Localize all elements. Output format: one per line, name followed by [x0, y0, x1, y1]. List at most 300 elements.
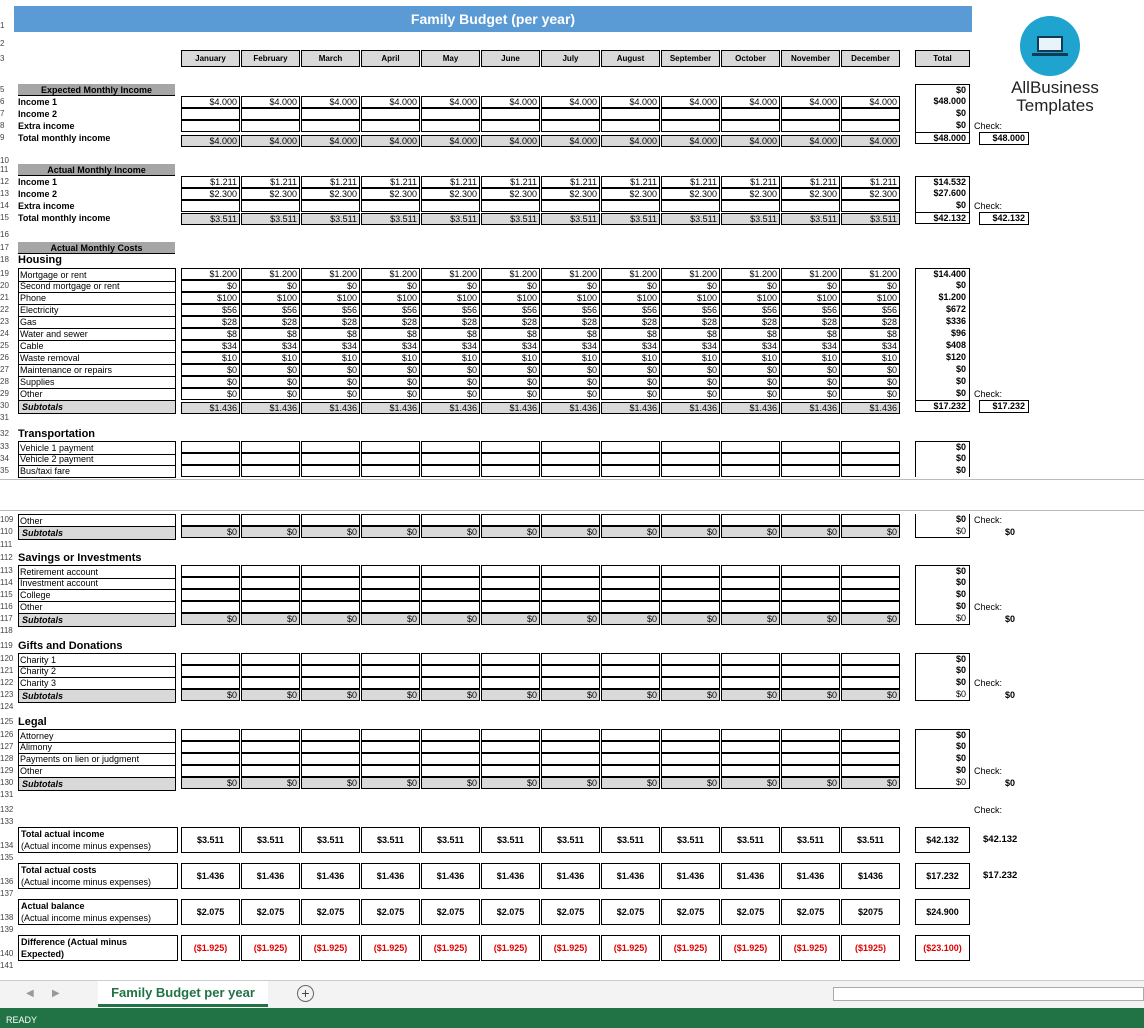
total-cell[interactable]: $0	[915, 741, 970, 753]
cell[interactable]: $1.211	[181, 176, 240, 188]
check-value[interactable]: $48.000	[979, 132, 1029, 145]
cell[interactable]: $10	[301, 352, 360, 364]
cell[interactable]	[241, 514, 300, 526]
cell[interactable]: $0	[841, 526, 900, 538]
cell[interactable]: $0	[721, 280, 780, 292]
cell[interactable]: $1.436	[661, 402, 720, 414]
cell[interactable]: $0	[541, 280, 600, 292]
cell[interactable]	[421, 514, 480, 526]
cell[interactable]	[721, 120, 780, 132]
cell[interactable]: $0	[421, 777, 480, 789]
cell[interactable]	[301, 589, 360, 601]
summary-cell[interactable]: $3.511	[781, 827, 840, 853]
cell[interactable]: $1.200	[481, 268, 540, 280]
cell[interactable]: $3.511	[421, 213, 480, 225]
summary-cell[interactable]: $2.075	[601, 899, 660, 925]
cell[interactable]: $0	[181, 613, 240, 625]
cell[interactable]: $4.000	[361, 96, 420, 108]
cell[interactable]: $3.511	[481, 213, 540, 225]
cell[interactable]: $34	[781, 340, 840, 352]
cell[interactable]	[181, 665, 240, 677]
cell[interactable]: $0	[841, 388, 900, 400]
cell[interactable]	[241, 677, 300, 689]
cell[interactable]: $34	[361, 340, 420, 352]
cell[interactable]	[181, 108, 240, 120]
cell[interactable]: $0	[241, 364, 300, 376]
cell[interactable]	[481, 465, 540, 477]
cell[interactable]	[781, 565, 840, 577]
total-cell[interactable]: $0	[915, 120, 970, 132]
cell[interactable]	[781, 741, 840, 753]
cell[interactable]	[661, 565, 720, 577]
cell[interactable]	[181, 741, 240, 753]
cell[interactable]	[301, 200, 360, 212]
cell[interactable]	[601, 200, 660, 212]
cell[interactable]: $0	[661, 388, 720, 400]
cell[interactable]	[481, 577, 540, 589]
cell[interactable]: $8	[301, 328, 360, 340]
cell[interactable]	[601, 441, 660, 453]
cell[interactable]	[361, 753, 420, 765]
cell[interactable]	[721, 589, 780, 601]
total-cell[interactable]: $0	[915, 465, 970, 477]
cell[interactable]	[661, 741, 720, 753]
cell[interactable]: $8	[841, 328, 900, 340]
cell[interactable]	[541, 200, 600, 212]
cell[interactable]	[601, 729, 660, 741]
summary-cell[interactable]: ($1.925)	[601, 935, 660, 961]
cell[interactable]	[361, 741, 420, 753]
tab-prev-icon[interactable]: ◀	[26, 988, 34, 999]
cell[interactable]: $0	[601, 689, 660, 701]
cell[interactable]	[541, 741, 600, 753]
cell[interactable]: $8	[661, 328, 720, 340]
cell[interactable]	[841, 753, 900, 765]
total-cell[interactable]: $0	[915, 364, 970, 376]
cell[interactable]	[721, 741, 780, 753]
cell[interactable]: $0	[721, 777, 780, 789]
cell[interactable]	[301, 465, 360, 477]
cell[interactable]	[181, 465, 240, 477]
cell[interactable]	[301, 453, 360, 465]
summary-cell[interactable]: $1.436	[481, 863, 540, 889]
cell[interactable]: $34	[181, 340, 240, 352]
cell[interactable]	[841, 653, 900, 665]
cell[interactable]: $1.200	[181, 268, 240, 280]
cell[interactable]: $0	[601, 526, 660, 538]
cell[interactable]: $0	[301, 613, 360, 625]
summary-cell[interactable]: ($1.925)	[241, 935, 300, 961]
cell[interactable]: $0	[721, 613, 780, 625]
cell[interactable]: $1.211	[541, 176, 600, 188]
cell[interactable]	[361, 465, 420, 477]
total-cell[interactable]: $0	[915, 653, 970, 665]
cell[interactable]: $0	[241, 388, 300, 400]
cell[interactable]	[181, 729, 240, 741]
cell[interactable]: $0	[181, 689, 240, 701]
cell[interactable]	[301, 120, 360, 132]
cell[interactable]	[481, 441, 540, 453]
cell[interactable]	[181, 753, 240, 765]
cell[interactable]	[841, 589, 900, 601]
cell[interactable]: $28	[301, 316, 360, 328]
cell[interactable]: $0	[661, 280, 720, 292]
cell[interactable]: $0	[781, 364, 840, 376]
summary-cell[interactable]: $1.436	[721, 863, 780, 889]
cell[interactable]: $4.000	[781, 135, 840, 147]
cell[interactable]: $56	[661, 304, 720, 316]
cell[interactable]: $3.511	[661, 213, 720, 225]
cell[interactable]: $34	[841, 340, 900, 352]
cell[interactable]	[301, 441, 360, 453]
summary-cell[interactable]: ($1.925)	[181, 935, 240, 961]
cell[interactable]: $1.436	[541, 402, 600, 414]
cell[interactable]	[601, 120, 660, 132]
cell[interactable]	[601, 465, 660, 477]
cell[interactable]: $56	[601, 304, 660, 316]
cell[interactable]: $100	[541, 292, 600, 304]
total-cell[interactable]: $120	[915, 352, 970, 364]
cell[interactable]: $0	[721, 689, 780, 701]
total-cell[interactable]: $0	[915, 108, 970, 120]
cell[interactable]: $1.200	[781, 268, 840, 280]
cell[interactable]	[721, 653, 780, 665]
cell[interactable]: $56	[181, 304, 240, 316]
summary-cell[interactable]: $2.075	[481, 899, 540, 925]
cell[interactable]: $56	[361, 304, 420, 316]
cell[interactable]: $28	[541, 316, 600, 328]
total-cell[interactable]: $0	[915, 589, 970, 601]
cell[interactable]	[421, 753, 480, 765]
cell[interactable]	[421, 577, 480, 589]
summary-cell[interactable]: $2075	[841, 899, 900, 925]
cell[interactable]: $0	[301, 364, 360, 376]
cell[interactable]: $0	[721, 376, 780, 388]
cell[interactable]: $4.000	[661, 135, 720, 147]
cell[interactable]	[601, 601, 660, 613]
cell[interactable]	[241, 465, 300, 477]
total-cell[interactable]: $0	[915, 613, 970, 625]
cell[interactable]	[421, 565, 480, 577]
cell[interactable]	[661, 765, 720, 777]
cell[interactable]: $0	[601, 613, 660, 625]
horizontal-scrollbar[interactable]	[833, 987, 1144, 1001]
cell[interactable]: $0	[481, 388, 540, 400]
cell[interactable]: $1.200	[721, 268, 780, 280]
cell[interactable]	[241, 441, 300, 453]
cell[interactable]: $34	[241, 340, 300, 352]
cell[interactable]	[601, 589, 660, 601]
cell[interactable]: $10	[421, 352, 480, 364]
cell[interactable]	[661, 665, 720, 677]
cell[interactable]: $10	[481, 352, 540, 364]
cell[interactable]	[841, 514, 900, 526]
cell[interactable]	[421, 665, 480, 677]
cell[interactable]	[601, 753, 660, 765]
cell[interactable]	[781, 108, 840, 120]
summary-cell[interactable]: $3.511	[181, 827, 240, 853]
cell[interactable]: $10	[361, 352, 420, 364]
cell[interactable]	[841, 577, 900, 589]
total-cell[interactable]: $0	[915, 376, 970, 388]
cell[interactable]	[721, 577, 780, 589]
cell[interactable]	[781, 753, 840, 765]
cell[interactable]	[361, 453, 420, 465]
cell[interactable]: $10	[181, 352, 240, 364]
cell[interactable]: $1.200	[841, 268, 900, 280]
cell[interactable]: $56	[241, 304, 300, 316]
cell[interactable]	[661, 577, 720, 589]
cell[interactable]	[181, 601, 240, 613]
cell[interactable]: $3.511	[541, 213, 600, 225]
summary-total[interactable]: $24.900	[915, 899, 970, 925]
summary-cell[interactable]: $3.511	[601, 827, 660, 853]
cell[interactable]: $4.000	[721, 96, 780, 108]
cell[interactable]: $0	[661, 613, 720, 625]
cell[interactable]: $28	[361, 316, 420, 328]
cell[interactable]: $1.436	[301, 402, 360, 414]
cell[interactable]	[781, 665, 840, 677]
cell[interactable]	[241, 200, 300, 212]
cell[interactable]: $0	[421, 388, 480, 400]
cell[interactable]: $0	[721, 526, 780, 538]
cell[interactable]: $1.200	[301, 268, 360, 280]
cell[interactable]	[541, 441, 600, 453]
cell[interactable]	[721, 108, 780, 120]
cell[interactable]	[301, 741, 360, 753]
cell[interactable]	[241, 729, 300, 741]
cell[interactable]: $0	[661, 364, 720, 376]
cell[interactable]	[781, 577, 840, 589]
cell[interactable]	[301, 765, 360, 777]
summary-cell[interactable]: $2.075	[541, 899, 600, 925]
cell[interactable]	[181, 441, 240, 453]
cell[interactable]	[301, 514, 360, 526]
cell[interactable]: $28	[661, 316, 720, 328]
cell[interactable]: $0	[541, 613, 600, 625]
cell[interactable]: $0	[241, 280, 300, 292]
summary-cell[interactable]: $3.511	[481, 827, 540, 853]
cell[interactable]	[841, 453, 900, 465]
cell[interactable]: $34	[481, 340, 540, 352]
cell[interactable]: $100	[481, 292, 540, 304]
cell[interactable]	[661, 601, 720, 613]
cell[interactable]	[601, 741, 660, 753]
summary-cell[interactable]: $1.436	[541, 863, 600, 889]
cell[interactable]: $0	[181, 777, 240, 789]
cell[interactable]: $56	[421, 304, 480, 316]
cell[interactable]: $1.211	[301, 176, 360, 188]
cell[interactable]	[601, 565, 660, 577]
cell[interactable]	[241, 653, 300, 665]
cell[interactable]	[301, 577, 360, 589]
cell[interactable]: $8	[721, 328, 780, 340]
cell[interactable]: $2.300	[181, 188, 240, 200]
cell[interactable]: $0	[781, 613, 840, 625]
cell[interactable]	[181, 514, 240, 526]
cell[interactable]	[301, 753, 360, 765]
cell[interactable]: $0	[841, 689, 900, 701]
cell[interactable]: $28	[841, 316, 900, 328]
cell[interactable]: $4.000	[781, 96, 840, 108]
cell[interactable]: $0	[421, 376, 480, 388]
cell[interactable]: $28	[421, 316, 480, 328]
cell[interactable]: $1.200	[421, 268, 480, 280]
cell[interactable]	[541, 120, 600, 132]
total-cell[interactable]: $408	[915, 340, 970, 352]
cell[interactable]	[481, 514, 540, 526]
cell[interactable]	[721, 677, 780, 689]
cell[interactable]	[481, 653, 540, 665]
cell[interactable]: $3.511	[181, 213, 240, 225]
cell[interactable]	[361, 729, 420, 741]
cell[interactable]	[181, 565, 240, 577]
cell[interactable]	[841, 601, 900, 613]
cell[interactable]: $0	[481, 689, 540, 701]
cell[interactable]: $100	[721, 292, 780, 304]
total-cell[interactable]: $0	[915, 777, 970, 789]
cell[interactable]: $1.211	[841, 176, 900, 188]
cell[interactable]	[721, 665, 780, 677]
cell[interactable]	[661, 589, 720, 601]
cell[interactable]: $0	[421, 364, 480, 376]
cell[interactable]: $0	[361, 689, 420, 701]
cell[interactable]	[421, 729, 480, 741]
cell[interactable]: $1.211	[421, 176, 480, 188]
cell[interactable]: $10	[841, 352, 900, 364]
cell[interactable]: $1.200	[241, 268, 300, 280]
total-cell[interactable]: $0	[915, 514, 970, 526]
cell[interactable]	[661, 200, 720, 212]
cell[interactable]: $100	[301, 292, 360, 304]
cell[interactable]	[541, 453, 600, 465]
cell[interactable]: $8	[421, 328, 480, 340]
total-cell[interactable]: $0	[915, 84, 970, 96]
summary-cell[interactable]: $2.075	[721, 899, 780, 925]
summary-cell[interactable]: ($1.925)	[541, 935, 600, 961]
cell[interactable]	[241, 108, 300, 120]
cell[interactable]	[541, 729, 600, 741]
cell[interactable]: $0	[781, 280, 840, 292]
cell[interactable]: $28	[241, 316, 300, 328]
summary-cell[interactable]: $2.075	[241, 899, 300, 925]
cell[interactable]: $0	[181, 376, 240, 388]
total-cell[interactable]: $0	[915, 601, 970, 613]
cell[interactable]: $4.000	[721, 135, 780, 147]
cell[interactable]	[301, 665, 360, 677]
cell[interactable]: $28	[601, 316, 660, 328]
summary-cell[interactable]: $2.075	[421, 899, 480, 925]
cell[interactable]	[661, 441, 720, 453]
total-cell[interactable]: $0	[915, 526, 970, 538]
cell[interactable]: $2.300	[781, 188, 840, 200]
cell[interactable]: $4.000	[601, 135, 660, 147]
cell[interactable]	[181, 453, 240, 465]
summary-cell[interactable]: $1.436	[361, 863, 420, 889]
cell[interactable]: $0	[301, 388, 360, 400]
cell[interactable]: $34	[301, 340, 360, 352]
tab-family-budget[interactable]: Family Budget per year	[98, 981, 268, 1007]
summary-cell[interactable]: $2.075	[301, 899, 360, 925]
cell[interactable]	[781, 441, 840, 453]
cell[interactable]: $1.436	[481, 402, 540, 414]
cell[interactable]: $0	[241, 689, 300, 701]
cell[interactable]: $56	[541, 304, 600, 316]
cell[interactable]: $2.300	[601, 188, 660, 200]
summary-cell[interactable]: $1.436	[241, 863, 300, 889]
cell[interactable]	[481, 589, 540, 601]
cell[interactable]: $0	[541, 777, 600, 789]
cell[interactable]: $0	[601, 280, 660, 292]
cell[interactable]	[301, 565, 360, 577]
cell[interactable]	[481, 665, 540, 677]
cell[interactable]: $0	[781, 526, 840, 538]
cell[interactable]	[181, 653, 240, 665]
cell[interactable]	[421, 108, 480, 120]
cell[interactable]: $8	[781, 328, 840, 340]
cell[interactable]	[421, 120, 480, 132]
cell[interactable]: $28	[781, 316, 840, 328]
cell[interactable]: $0	[241, 777, 300, 789]
cell[interactable]: $4.000	[421, 96, 480, 108]
cell[interactable]: $56	[841, 304, 900, 316]
total-cell[interactable]: $27.600	[915, 188, 970, 200]
total-cell[interactable]: $0	[915, 200, 970, 212]
cell[interactable]	[301, 653, 360, 665]
cell[interactable]: $10	[661, 352, 720, 364]
total-cell[interactable]: $0	[915, 677, 970, 689]
cell[interactable]: $0	[421, 280, 480, 292]
cell[interactable]	[301, 729, 360, 741]
cell[interactable]	[481, 741, 540, 753]
cell[interactable]	[361, 589, 420, 601]
cell[interactable]: $2.300	[841, 188, 900, 200]
summary-cell[interactable]: $3.511	[661, 827, 720, 853]
cell[interactable]	[481, 677, 540, 689]
cell[interactable]	[661, 453, 720, 465]
cell[interactable]	[841, 108, 900, 120]
cell[interactable]: $0	[301, 689, 360, 701]
summary-cell[interactable]: $2.075	[361, 899, 420, 925]
cell[interactable]: $1.200	[601, 268, 660, 280]
cell[interactable]: $0	[301, 376, 360, 388]
summary-cell[interactable]: $3.511	[721, 827, 780, 853]
cell[interactable]	[361, 565, 420, 577]
cell[interactable]: $0	[301, 280, 360, 292]
summary-cell[interactable]: $1.436	[781, 863, 840, 889]
cell[interactable]	[421, 453, 480, 465]
cell[interactable]: $1.200	[541, 268, 600, 280]
total-cell[interactable]: $96	[915, 328, 970, 340]
summary-cell[interactable]: $3.511	[841, 827, 900, 853]
cell[interactable]	[841, 665, 900, 677]
cell[interactable]: $0	[721, 388, 780, 400]
cell[interactable]	[181, 120, 240, 132]
cell[interactable]	[601, 677, 660, 689]
cell[interactable]: $4.000	[421, 135, 480, 147]
cell[interactable]: $0	[781, 689, 840, 701]
cell[interactable]: $0	[181, 280, 240, 292]
total-cell[interactable]: $42.132	[915, 212, 970, 224]
cell[interactable]	[241, 565, 300, 577]
cell[interactable]	[781, 514, 840, 526]
cell[interactable]: $4.000	[841, 96, 900, 108]
cell[interactable]	[421, 589, 480, 601]
cell[interactable]: $4.000	[301, 135, 360, 147]
cell[interactable]	[601, 577, 660, 589]
cell[interactable]: $1.436	[781, 402, 840, 414]
tab-next-icon[interactable]: ▶	[52, 988, 60, 999]
